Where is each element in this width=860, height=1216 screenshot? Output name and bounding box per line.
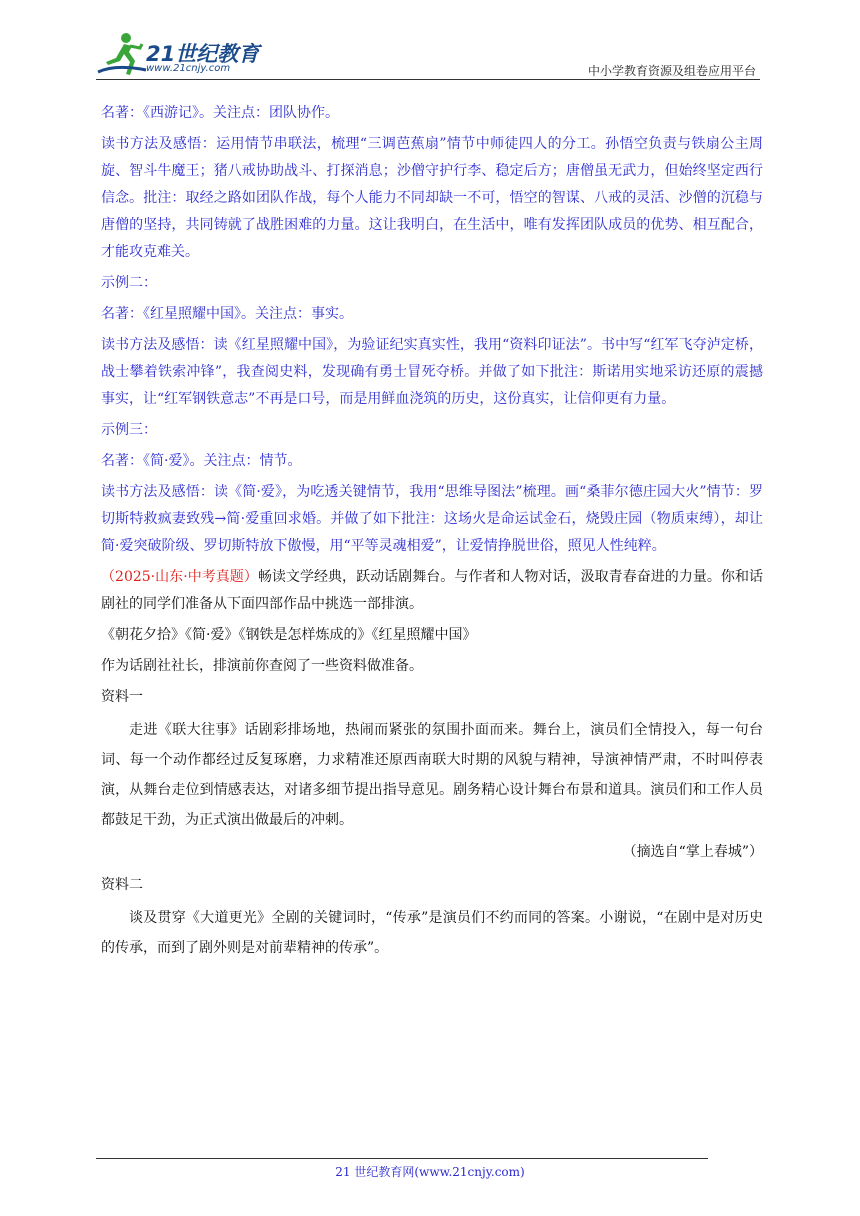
site-logo[interactable]	[96, 28, 266, 80]
example2-label: 示例二：	[101, 275, 157, 291]
material1-source: （摘选自“掌上春城”）	[622, 844, 763, 860]
page-footer[interactable]: 21 世纪教育网(www.21cnjy.com)	[335, 1165, 525, 1179]
logo-url: www.21cnjy.com	[146, 63, 231, 74]
example3-title: 名著：《简·爱》。关注点：情节。	[101, 453, 302, 469]
example3-label: 示例三：	[101, 422, 157, 438]
material1-title: 资料一	[101, 689, 143, 705]
platform-name: 中小学教育资源及组卷应用平台	[587, 64, 756, 78]
footer-divider	[96, 1158, 708, 1159]
example2-title: 名著：《红星照耀中国》。关注点：事实。	[101, 306, 353, 322]
material2-title: 资料二	[101, 877, 143, 893]
example1-title: 名著：《西游记》。关注点：团队协作。	[101, 105, 339, 121]
example2-insight: 读书方法及感悟：读《红星照耀中国》，为验证纪实真实性，我用“资料印证法”。书中写“红军飞夺泸定桥，战士攀着铁索冲锋”，我查阅史料，发现确有勇士冒死夺桥。并做了如下批注：斯诺用实地采访还原的震撼事实，让“红军钢铁意志”不再是口号，而是用鲜血浇筑的历史，这份真实，让信仰更有力量。	[101, 337, 763, 407]
runner-logo-icon	[96, 28, 152, 80]
example1-insight: 读书方法及感悟：运用情节串联法，梳理“三调芭蕉扇”情节中师徒四人的分工。孙悟空负责与铁扇公主周旋、智斗牛魔王；猪八戒协助战斗、打探消息；沙僧守护行李、稳定后方；唐僧虽无武力，但始终坚定西行信念。批注：取经之路如团队作战，每个人能力不同却缺一不可，悟空的智谋、八戒的灵活、沙僧的沉稳与唐僧的坚持，共同铸就了战胜困难的力量。这让我明白，在生活中，唯有发挥团队成员的优势、相互配合，才能攻克难关。	[101, 136, 763, 260]
material2-text: 谈及贯穿《大道更光》全剧的关键词时，“传承”是演员们不约而同的答案。小谢说，“在剧中是对历史的传承，而到了剧外则是对前辈精神的传承”。	[101, 910, 763, 956]
example3-insight: 读书方法及感悟：读《简·爱》，为吃透关键情节，我用“思维导图法”梳理。画“桑菲尔德庄园大火”情节：罗切斯特救疯妻致残→简·爱重回求婚。并做了如下批注：这场火是命运试金石，烧毁庄园（物质束缚），却让简·爱突破阶级、罗切斯特放下傲慢，用“平等灵魂相爱”，让爱情挣脱世俗，照见人性纯粹。	[101, 484, 763, 554]
question-stem	[101, 564, 763, 618]
document-body	[101, 100, 763, 967]
logo-text: 21世纪教育	[146, 42, 260, 66]
book-list: 《朝花夕拾》《简·爱》《钢铁是怎样炼成的》《红星照耀中国》	[101, 627, 477, 643]
question-text: 畅读文学经典，跃动话剧舞台。与作者和人物对话，汲取青春奋进的力量。你和话剧社的同学们准备从下面四部作品中挑选一部排演。	[101, 569, 763, 612]
page-header	[96, 28, 760, 80]
question-source: （2025·山东·中考真题）	[101, 569, 258, 585]
header-divider	[96, 79, 760, 80]
prep-text: 作为话剧社社长，排演前你查阅了一些资料做准备。	[101, 658, 423, 674]
material1-text: 走进《联大往事》话剧彩排场地，热闹而紧张的氛围扑面而来。舞台上，演员们全情投入，每一句台词、每一个动作都经过反复琢磨，力求精准还原西南联大时期的风貌与精神，导演神情严肃，不时叫停表演，从舞台走位到情感表达，对诸多细节提出指导意见。剧务精心设计舞台布景和道具。演员们和工作人员都鼓足干劲，为正式演出做最后的冲刺。	[101, 722, 763, 828]
